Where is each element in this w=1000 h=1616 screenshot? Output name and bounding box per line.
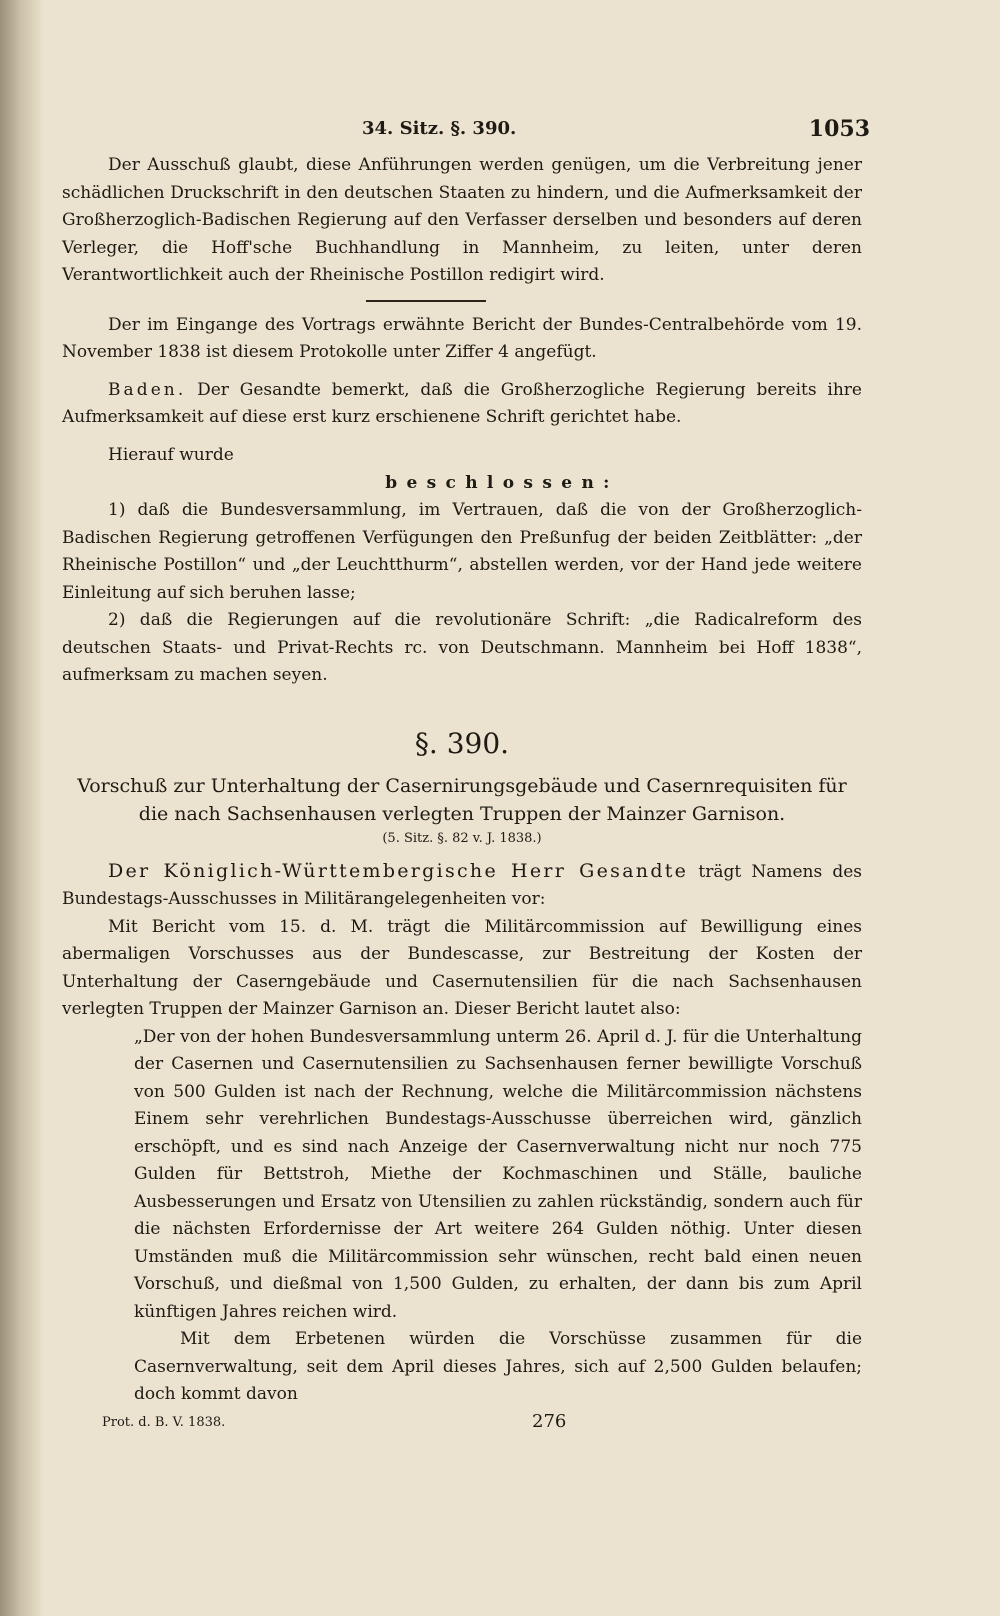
resolution-item-1: 1) daß die Bundesversammlung, im Vertrauen, daß die von der Großherzoglich-Badischen Regierung getroffenen Verfügungen den Preßunfug der beiden Zeitblätter: „der Rheinische Postillon“ und „der Leuchtthurm“, abstellen werden, vor der Hand jede weitere Einleitung auf sich beruhen lasse;: [62, 500, 862, 603]
page-footer: [62, 1411, 862, 1441]
paragraph-military-report: Mit Bericht vom 15. d. M. trägt die Militärcommission auf Bewilligung eines abermaligen Vorschusses aus der Bundescasse, zur Bestreitung der Kosten der Unterhaltung der Caserngebäude und Casernutensilien für die nach Sachsenhausen verlegten Truppen der Mainzer Garnison an. Dieser Bericht lautet also:: [62, 916, 862, 1019]
binding-shadow: [0, 0, 44, 1616]
quoted-report: [134, 1024, 862, 1409]
speaker-label-baden: Baden.: [108, 379, 187, 400]
envoy-title: Der Königlich-Württembergische Herr Gesandte: [108, 859, 689, 882]
section-number: §. 390.: [414, 726, 510, 760]
paragraph-envoy-intro: [62, 858, 862, 914]
page-number: 1053: [808, 116, 870, 142]
quoted-report-paragraph-1: „Der von der hohen Bundesversammlung unterm 26. April d. J. für die Unterhaltung der Casernen und Casernutensilien zu Sachsenhausen ferner bewilligte Vorschuß von 500 Gulden ist nach der Rechnung, welche die Militärcommission nächstens Einem sehr verehrlichen Bundestags-Ausschusse überreichen wird, gänzlich erschöpft, und es sind nach Anzeige der Casernverwaltung nicht nur noch 775 Gulden für Bettstroh, Miethe der Kochmaschinen und Ställe, bauliche Ausbesserungen und Ersatz von Utensilien zu zahlen rückständig, sondern auch für die nächsten Erfordernisse der Art weitere 264 Gulden nöthig. Unter diesen Umständen muß die Militärcommission sehr wünschen, recht bald einen neuen Vorschuß, und dießmal von 1,500 Gulden, zu erhalten, der dann bis zum April künftigen Jahres reichen wird.: [134, 1026, 862, 1322]
quoted-report-paragraph-2: Mit dem Erbetenen würden die Vorschüsse zusammen für die Casernverwaltung, seit dem April dieses Jahres, sich auf 2,500 Gulden belaufen; doch kommt davon: [134, 1329, 862, 1404]
section-reference: (5. Sitz. §. 82 v. J. 1838.): [382, 830, 542, 846]
baden-statement-text: Der Gesandte bemerkt, daß die Großherzogliche Regierung bereits ihre Aufmerksamkeit auf diese erst kurz erschienene Schrift gerichtet habe.: [62, 379, 862, 427]
section-title: Vorschuß zur Unterhaltung der Casernirungsgebäude und Casernrequisiten für die nach Sachsenhausen verlegten Truppen der Mainzer Garnison.: [77, 774, 847, 825]
resolved-heading: beschlossen:: [385, 473, 619, 493]
envoy-intro-text: trägt Namens des Bundestags-Ausschusses in Militärangelegenheiten vor:: [62, 861, 862, 909]
running-title: 34. Sitz. §. 390.: [362, 118, 517, 139]
footer-source: Prot. d. B. V. 1838.: [102, 1414, 226, 1430]
page-header: [62, 112, 870, 152]
document-page: [62, 112, 870, 1441]
paragraph-hereupon: Hierauf wurde: [108, 444, 234, 465]
separator-rule: [366, 300, 486, 302]
paragraph-baden-statement: [62, 377, 862, 432]
resolution-item-2: 2) daß die Regierungen auf die revolutionäre Schrift: „die Radicalreform des deutschen Staats- und Privat-Rechts rc. von Deutschmann. Mannheim bei Hoff 1838“, aufmerksam zu machen seyen.: [62, 610, 862, 685]
paragraph-report-reference: Der im Eingange des Vortrags erwähnte Bericht der Bundes-Centralbehörde vom 19. November 1838 ist diesem Protokolle unter Ziffer 4 angefügt.: [62, 314, 862, 362]
footer-signature: 276: [532, 1410, 567, 1432]
paragraph-committee-opinion: Der Ausschuß glaubt, diese Anführungen werden genügen, um die Verbreitung jener schädlichen Druckschrift in den deutschen Staaten zu hindern, und die Aufmerksamkeit der Großherzoglich-Badischen Regierung auf den Verfasser derselben und besonders auf deren Verleger, die Hoff'sche Buchhandlung in Mannheim, zu leiten, unter deren Verantwortlichkeit auch der Rheinische Postillon redigirt wird.: [62, 155, 862, 285]
